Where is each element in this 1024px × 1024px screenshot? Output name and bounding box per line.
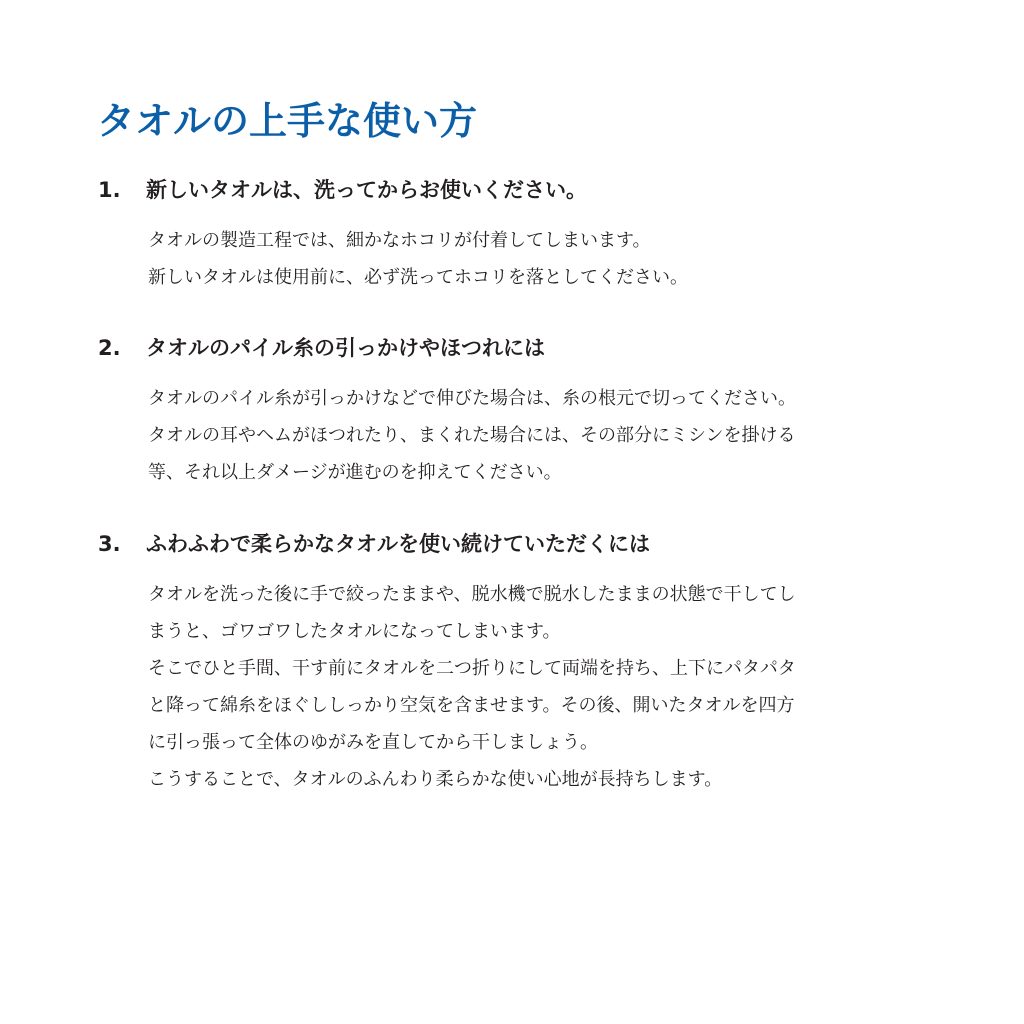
body-line: タオルの製造工程では、細かなホコリが付着してしまいます。 (148, 230, 651, 251)
body-line: 等、それ以上ダメージが進むのを抑えてください。 (148, 462, 562, 483)
section-1 (98, 176, 958, 296)
body-line: まうと、ゴワゴワしたタオルになってしまいます。 (148, 621, 561, 642)
body-line: に引っ張って全体のゆがみを直してから干しましょう。 (148, 732, 598, 753)
section-heading (98, 176, 958, 204)
section-2 (98, 334, 958, 491)
body-line: そこでひと手間、干す前にタオルを二つ折りにして両端を持ち、上下にパタパタ (148, 658, 796, 679)
section-heading-text: 新しいタオルは、洗ってからお使いください。 (146, 178, 587, 202)
body-line: こうすることで、タオルのふんわり柔らかな使い心地が長持ちします。 (148, 769, 723, 790)
body-line: タオルのパイル糸が引っかけなどで伸びた場合は、糸の根元で切ってください。 (148, 388, 796, 409)
section-heading-text: タオルのパイル糸の引っかけやほつれには (146, 336, 545, 360)
body-line: タオルを洗った後に手で絞ったままや、脱水機で脱水したままの状態で干してし (148, 584, 796, 605)
section-heading (98, 334, 958, 362)
body-line: と降って綿糸をほぐししっかり空気を含ませます。その後、開いたタオルを四方 (148, 695, 795, 716)
section-3 (98, 530, 958, 798)
body-line: 新しいタオルは使用前に、必ず洗ってホコリを落としてください。 (148, 267, 688, 288)
section-body (148, 576, 958, 798)
section-heading (98, 530, 958, 558)
section-body (148, 380, 958, 491)
section-heading-text: ふわふわで柔らかなタオルを使い続けていただくには (146, 532, 650, 556)
section-number: 3. (98, 532, 121, 556)
section-number: 2. (98, 336, 121, 360)
body-line: タオルの耳やヘムがほつれたり、まくれた場合には、その部分にミシンを掛ける (148, 425, 796, 446)
section-number: 1. (98, 178, 121, 202)
section-body (148, 222, 958, 296)
page-title: タオルの上手な使い方 (97, 99, 478, 143)
